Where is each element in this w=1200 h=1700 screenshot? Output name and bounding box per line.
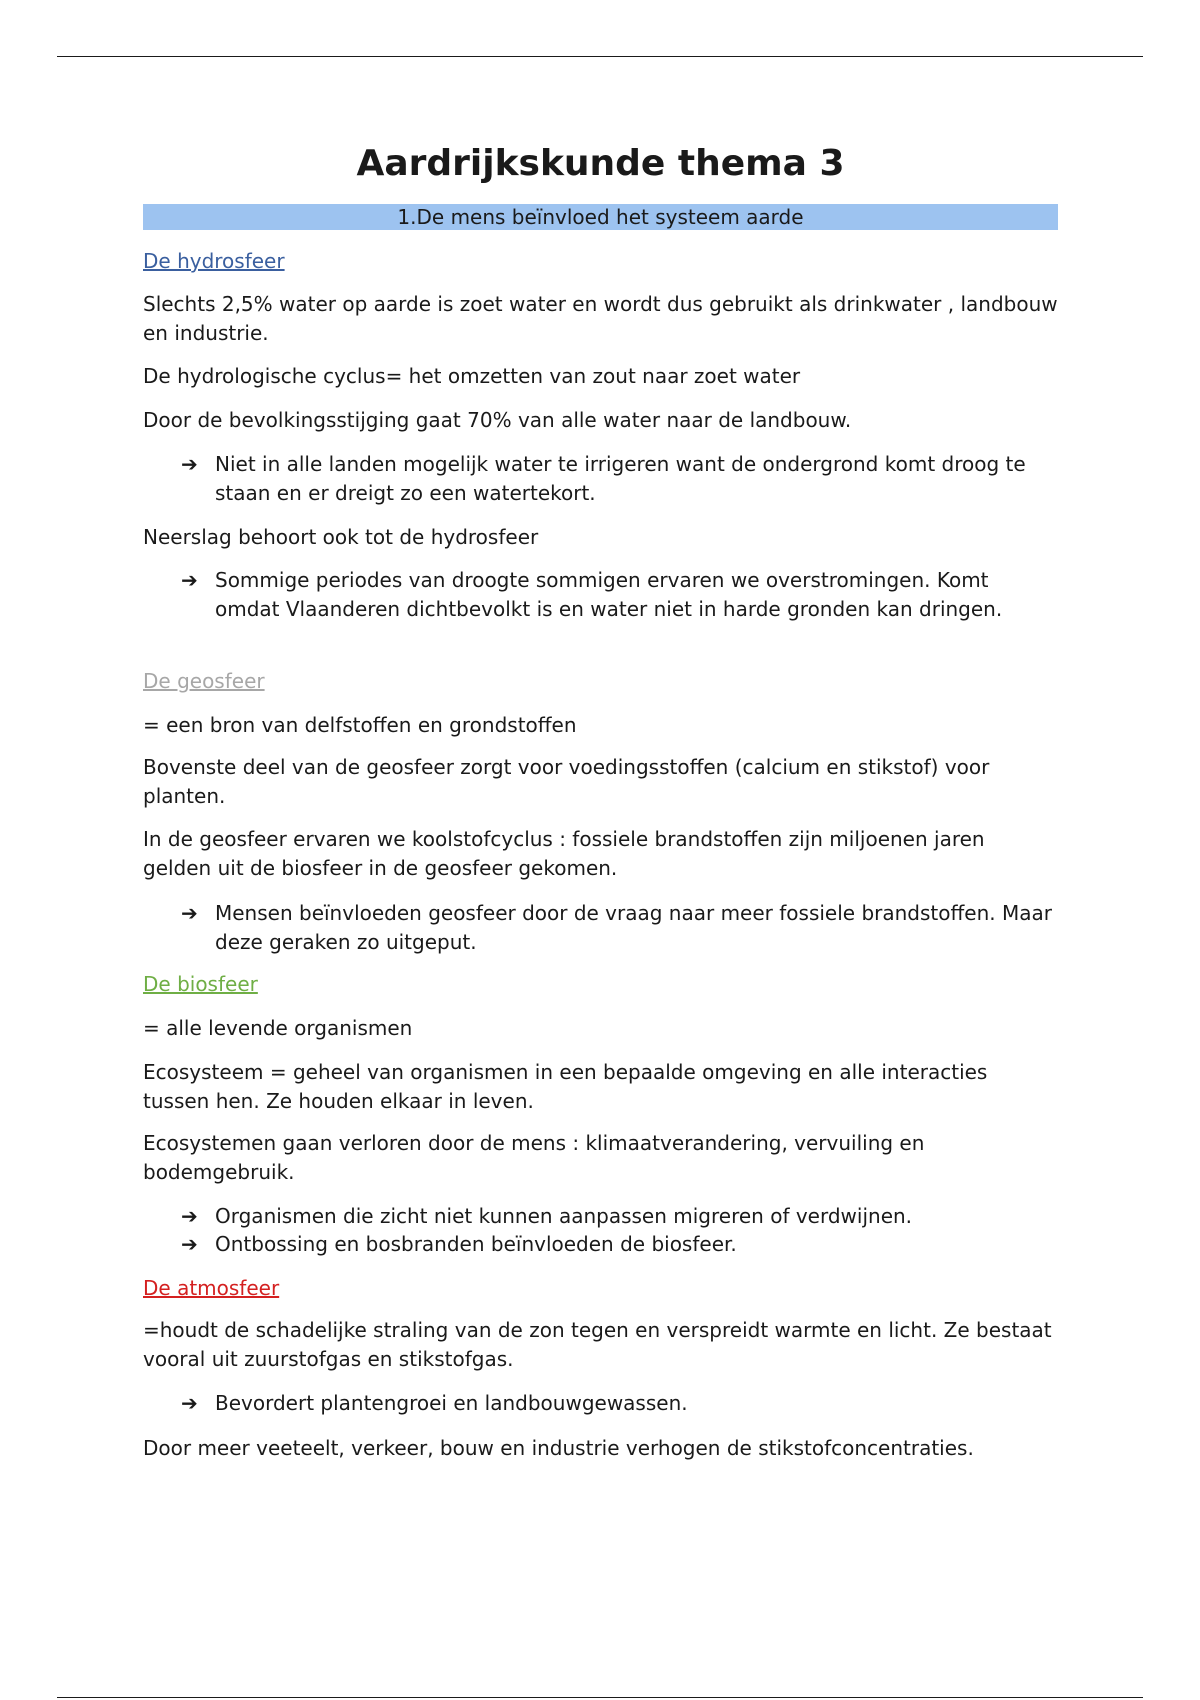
hydrosfeer-paragraph-3: Door de bevolkingsstijging gaat 70% van alle water naar de landbouw. [143, 408, 852, 432]
hydrosfeer-bullet-1 [181, 450, 1058, 507]
arrow-bullet-icon: ➔ [181, 1232, 198, 1256]
bullet-text: Organismen die zicht niet kunnen aanpassen migreren of verdwijnen. [215, 1204, 913, 1228]
page-title: Aardrijkskunde thema 3 [356, 143, 845, 184]
hydrosfeer-paragraph-1: Slechts 2,5% water op aarde is zoet water en wordt dus gebruikt als drinkwater , landbouw en industrie. [143, 292, 1058, 345]
hydrosfeer-bullet-2 [181, 566, 1058, 623]
geosfeer-bullet-1 [181, 899, 1058, 956]
arrow-bullet-icon: ➔ [181, 568, 198, 592]
atmosfeer-paragraph-2: Door meer veeteelt, verkeer, bouw en industrie verhogen de stikstofconcentraties. [143, 1436, 974, 1460]
section-banner: 1.De mens beïnvloed het systeem aarde [143, 204, 1058, 230]
atmosfeer-bullet-1 [181, 1389, 1058, 1418]
arrow-bullet-icon: ➔ [181, 1204, 198, 1228]
bullet-text: Bevordert plantengroei en landbouwgewassen. [215, 1391, 688, 1415]
biosfeer-paragraph-1: = alle levende organismen [143, 1016, 413, 1040]
geosfeer-paragraph-1: = een bron van delfstoffen en grondstoffen [143, 713, 577, 737]
heading-hydrosfeer: De hydrosfeer [143, 249, 285, 273]
geosfeer-paragraph-2: Bovenste deel van de geosfeer zorgt voor voedingsstoffen (calcium en stikstof) voor planten. [143, 755, 990, 808]
biosfeer-paragraph-2: Ecosysteem = geheel van organismen in een bepaalde omgeving en alle interacties tussen hen. Ze houden elkaar in leven. [143, 1060, 988, 1113]
bottom-rule [57, 1697, 1143, 1698]
atmosfeer-paragraph-1: =houdt de schadelijke straling van de zon tegen en verspreidt warmte en licht. Ze bestaat vooral uit zuurstofgas en stikstofgas. [143, 1318, 1052, 1371]
arrow-bullet-icon: ➔ [181, 901, 198, 925]
geosfeer-paragraph-3: In de geosfeer ervaren we koolstofcyclus : fossiele brandstoffen zijn miljoenen jaren gelden uit de biosfeer in de geosfeer gekomen. [143, 827, 985, 880]
arrow-bullet-icon: ➔ [181, 1391, 198, 1415]
arrow-bullet-icon: ➔ [181, 452, 198, 476]
biosfeer-bullet-2 [181, 1230, 1058, 1259]
heading-geosfeer: De geosfeer [143, 669, 265, 693]
bullet-text: Niet in alle landen mogelijk water te irrigeren want de ondergrond komt droog te staan en er dreigt zo een watertekort. [215, 452, 1026, 505]
biosfeer-paragraph-3: Ecosystemen gaan verloren door de mens : klimaatverandering, vervuiling en bodemgebruik. [143, 1131, 925, 1184]
biosfeer-bullet-1 [181, 1202, 1058, 1231]
heading-atmosfeer: De atmosfeer [143, 1276, 280, 1300]
bullet-text: Mensen beïnvloeden geosfeer door de vraag naar meer fossiele brandstoffen. Maar deze geraken zo uitgeput. [215, 901, 1052, 954]
bullet-text: Ontbossing en bosbranden beïnvloeden de biosfeer. [215, 1232, 737, 1256]
top-rule [57, 56, 1143, 57]
heading-biosfeer: De biosfeer [143, 972, 258, 996]
bullet-text: Sommige periodes van droogte sommigen ervaren we overstromingen. Komt omdat Vlaanderen dichtbevolkt is en water niet in harde gronden kan dringen. [215, 568, 1003, 621]
hydrosfeer-paragraph-4: Neerslag behoort ook tot de hydrosfeer [143, 525, 539, 549]
hydrosfeer-paragraph-2: De hydrologische cyclus= het omzetten van zout naar zoet water [143, 364, 801, 388]
